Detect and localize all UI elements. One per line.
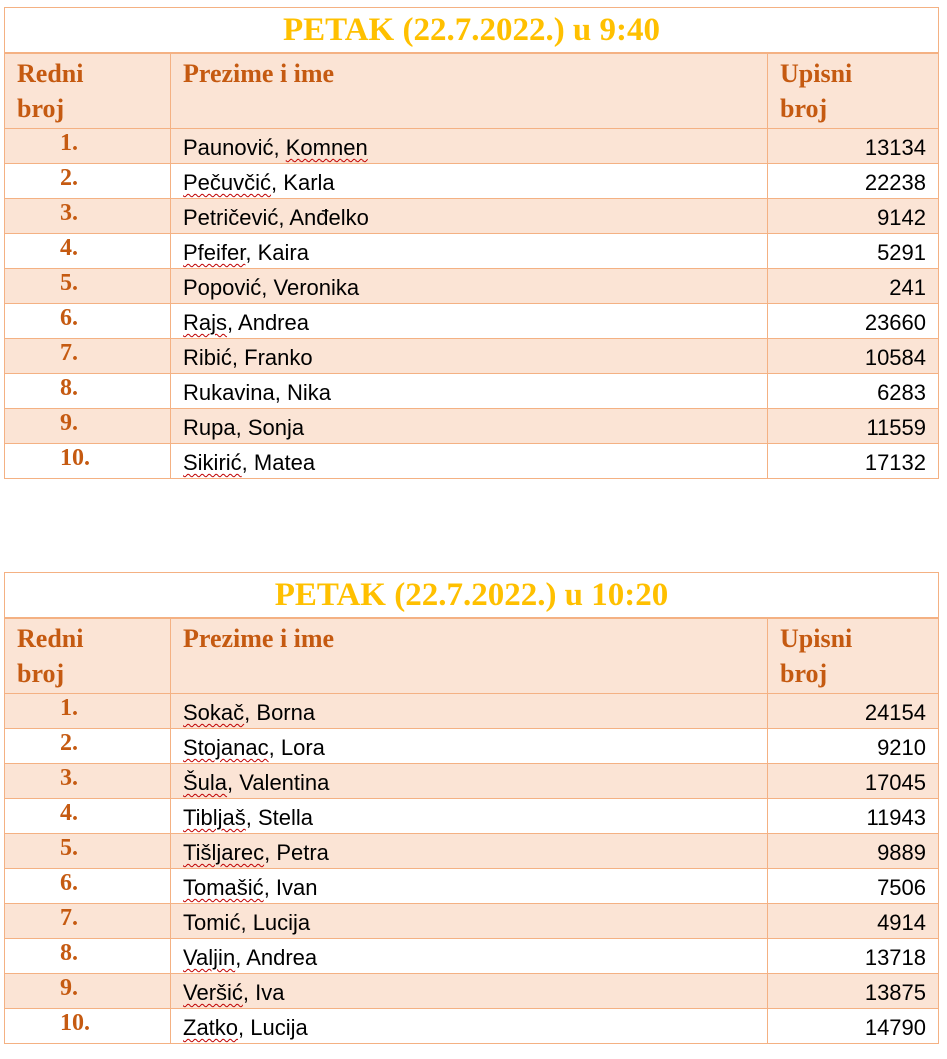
table-row <box>5 234 939 269</box>
enrollment-number: 4914 <box>768 904 939 939</box>
enrollment-number: 17045 <box>768 764 939 799</box>
table-row <box>5 199 939 234</box>
row-number: 3. <box>5 199 171 234</box>
enrollment-number: 24154 <box>768 694 939 729</box>
student-name: Pečuvčić, Karla <box>171 164 768 199</box>
student-name: Zatko, Lucija <box>171 1009 768 1044</box>
row-number: 4. <box>5 799 171 834</box>
session-title: PETAK (22.7.2022.) u 10:20 <box>5 573 939 619</box>
header-name: Prezime i ime <box>171 618 768 694</box>
enrollment-number: 17132 <box>768 444 939 479</box>
enrollment-number: 11943 <box>768 799 939 834</box>
student-name: Stojanac, Lora <box>171 729 768 764</box>
table-row <box>5 374 939 409</box>
header-id: Upisni broj <box>768 53 939 129</box>
table-row <box>5 729 939 764</box>
row-number: 5. <box>5 269 171 304</box>
row-number: 9. <box>5 409 171 444</box>
student-name: Rupa, Sonja <box>171 409 768 444</box>
student-name: Rajs, Andrea <box>171 304 768 339</box>
table-row <box>5 304 939 339</box>
table-row <box>5 869 939 904</box>
student-name: Tibljaš, Stella <box>171 799 768 834</box>
enrollment-number: 9889 <box>768 834 939 869</box>
enrollment-number: 13875 <box>768 974 939 1009</box>
schedule-table-session-1 <box>4 7 939 479</box>
table-row <box>5 444 939 479</box>
row-number: 4. <box>5 234 171 269</box>
enrollment-number: 9210 <box>768 729 939 764</box>
header-name: Prezime i ime <box>171 53 768 129</box>
row-number: 6. <box>5 304 171 339</box>
schedule-table-session-2 <box>4 572 939 1044</box>
header-num: Redni broj <box>5 618 171 694</box>
session-title: PETAK (22.7.2022.) u 9:40 <box>5 8 939 54</box>
table-row <box>5 799 939 834</box>
student-name: Rukavina, Nika <box>171 374 768 409</box>
enrollment-number: 9142 <box>768 199 939 234</box>
row-number: 9. <box>5 974 171 1009</box>
row-number: 1. <box>5 129 171 164</box>
student-name: Paunović, Komnen <box>171 129 768 164</box>
student-name: Tomašić, Ivan <box>171 869 768 904</box>
table-row <box>5 1009 939 1044</box>
enrollment-number: 7506 <box>768 869 939 904</box>
row-number: 2. <box>5 729 171 764</box>
header-id: Upisni broj <box>768 618 939 694</box>
enrollment-number: 14790 <box>768 1009 939 1044</box>
student-name: Veršić, Iva <box>171 974 768 1009</box>
enrollment-number: 10584 <box>768 339 939 374</box>
enrollment-number: 6283 <box>768 374 939 409</box>
row-number: 1. <box>5 694 171 729</box>
row-number: 8. <box>5 374 171 409</box>
header-row <box>5 618 939 694</box>
enrollment-number: 241 <box>768 269 939 304</box>
student-name: Ribić, Franko <box>171 339 768 374</box>
table-row <box>5 764 939 799</box>
student-name: Popović, Veronika <box>171 269 768 304</box>
student-name: Sikirić, Matea <box>171 444 768 479</box>
row-number: 10. <box>5 1009 171 1044</box>
table-row <box>5 339 939 374</box>
table-row <box>5 904 939 939</box>
row-number: 5. <box>5 834 171 869</box>
student-name: Tomić, Lucija <box>171 904 768 939</box>
header-row <box>5 53 939 129</box>
student-name: Pfeifer, Kaira <box>171 234 768 269</box>
student-name: Petričević, Anđelko <box>171 199 768 234</box>
table-row <box>5 269 939 304</box>
enrollment-number: 13134 <box>768 129 939 164</box>
row-number: 7. <box>5 339 171 374</box>
table-row <box>5 939 939 974</box>
table-row <box>5 409 939 444</box>
row-number: 8. <box>5 939 171 974</box>
row-number: 6. <box>5 869 171 904</box>
row-number: 7. <box>5 904 171 939</box>
enrollment-number: 23660 <box>768 304 939 339</box>
enrollment-number: 22238 <box>768 164 939 199</box>
table-row <box>5 694 939 729</box>
header-num: Redni broj <box>5 53 171 129</box>
table-row <box>5 129 939 164</box>
table-row <box>5 974 939 1009</box>
row-number: 2. <box>5 164 171 199</box>
student-name: Sokač, Borna <box>171 694 768 729</box>
enrollment-number: 5291 <box>768 234 939 269</box>
student-name: Valjin, Andrea <box>171 939 768 974</box>
student-name: Šula, Valentina <box>171 764 768 799</box>
enrollment-number: 11559 <box>768 409 939 444</box>
row-number: 10. <box>5 444 171 479</box>
student-name: Tišljarec, Petra <box>171 834 768 869</box>
table-row <box>5 164 939 199</box>
enrollment-number: 13718 <box>768 939 939 974</box>
table-row <box>5 834 939 869</box>
row-number: 3. <box>5 764 171 799</box>
